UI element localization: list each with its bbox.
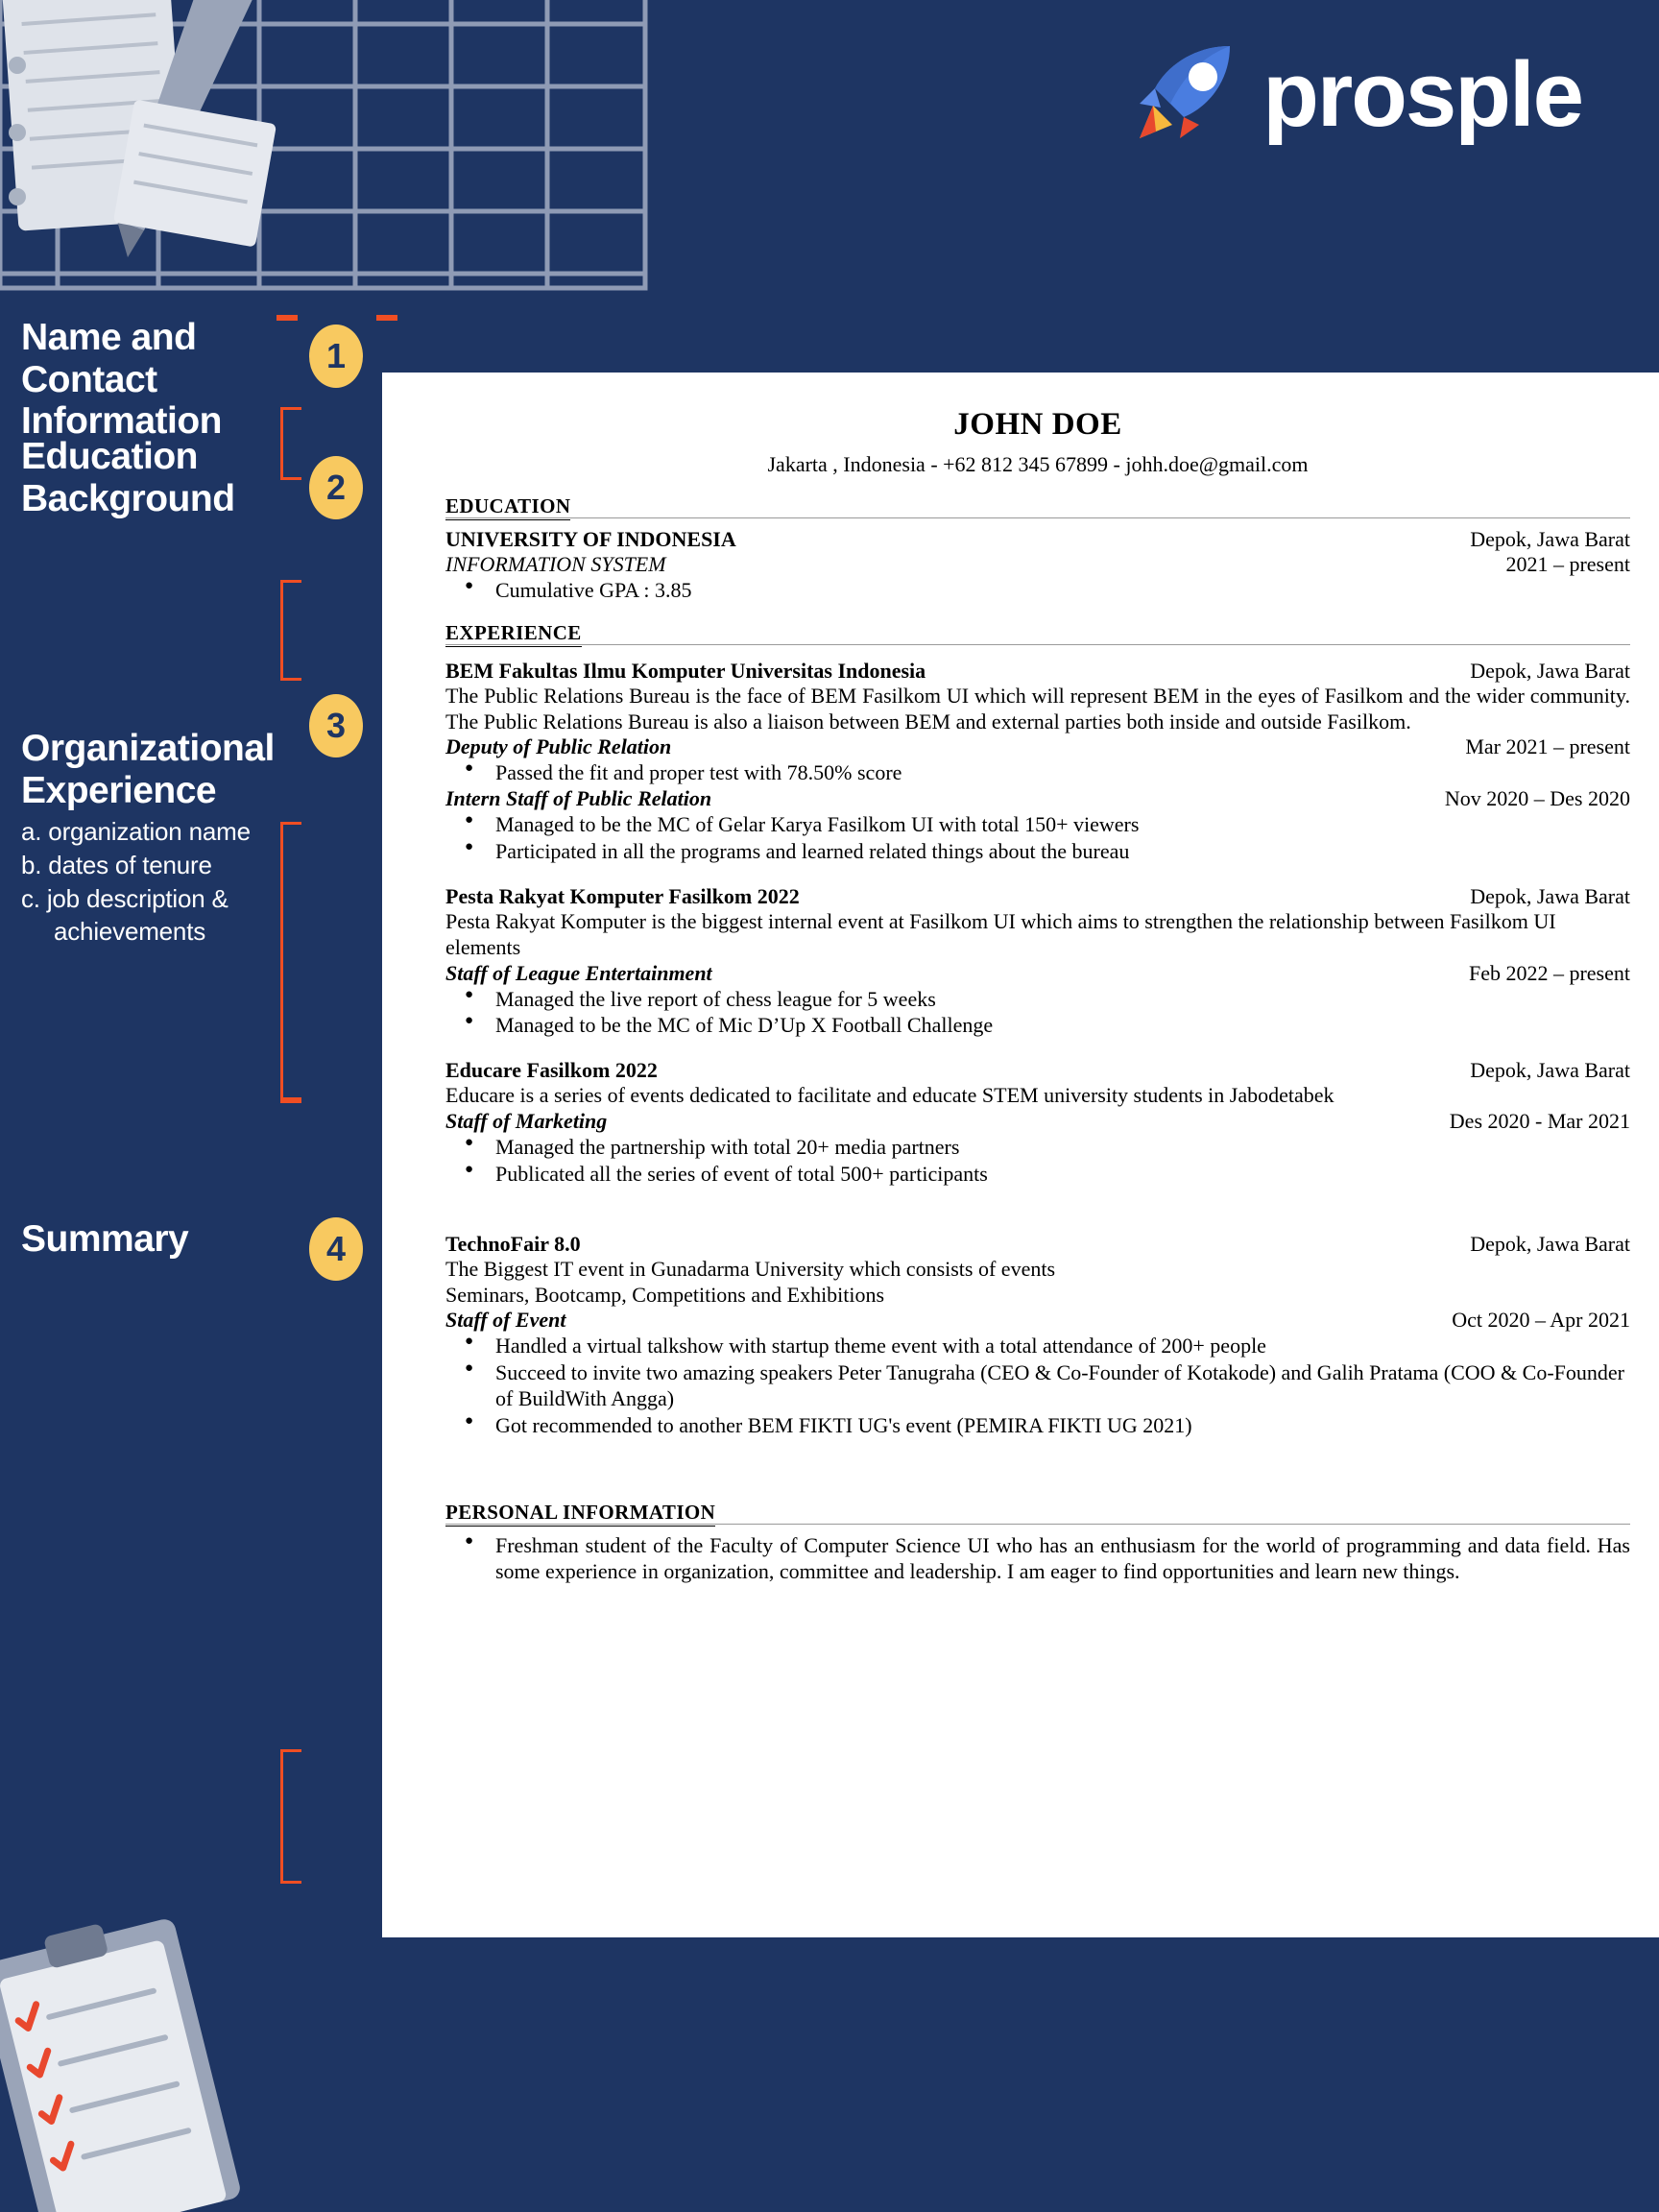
role-row [445, 961, 1630, 986]
step-badge-2: 2 [309, 456, 363, 519]
list-item: ● Managed the live report of chess league for 5 weeks [445, 987, 1630, 1013]
education-rule [445, 517, 1630, 518]
experience-location: Depok, Jawa Barat [1470, 658, 1630, 683]
education-major: INFORMATION SYSTEM [445, 551, 666, 576]
role-row [445, 1109, 1630, 1134]
role-row [445, 734, 1630, 759]
experience-description-line2: Seminars, Bootcamp, Competitions and Exhibitions [445, 1282, 885, 1307]
experience-org: BEM Fakultas Ilmu Komputer Universitas Indonesia [445, 658, 926, 683]
list-item: ● Succeed to invite two amazing speakers Peter Tanugraha (CEO & Co-Founder of Kotakode) and Galih Pratama (COO & Co-Founder of BuildWith Angga) [445, 1360, 1630, 1412]
resume-page [382, 373, 1659, 1937]
role-title: Staff of Event [445, 1308, 566, 1333]
list-item: ● Managed to be the MC of Gelar Karya Fasilkom UI with total 150+ viewers [445, 812, 1630, 838]
sidebar-item-education [21, 436, 338, 519]
role-title: Staff of Marketing [445, 1109, 608, 1134]
sidebar-item-summary [21, 1218, 338, 1261]
education-location: Depok, Jawa Barat [1470, 526, 1630, 551]
experience-row-org [445, 659, 1630, 684]
education-section [445, 477, 1630, 604]
experience-row-org [445, 1058, 1630, 1083]
sidebar-title-3: Organizational Experience [21, 728, 275, 811]
role-title: Intern Staff of Public Relation [445, 786, 712, 811]
experience-location: Depok, Jawa Barat [1470, 1058, 1630, 1083]
list-item: ● Passed the fit and proper test with 78.50% score [445, 760, 1630, 786]
experience-entry-pesta [445, 884, 1630, 1039]
experience-row-org [445, 884, 1630, 909]
experience-location: Depok, Jawa Barat [1470, 1231, 1630, 1256]
role-row [445, 1308, 1630, 1333]
sidebar-sublist-3: a. organization name b. dates of tenure c. job description & achievements [21, 817, 251, 947]
education-school: UNIVERSITY OF INDONESIA [445, 526, 736, 551]
resume-content [445, 406, 1630, 1584]
page-title: JOHN DOE [953, 407, 1122, 442]
step-badge-3: 3 [309, 694, 363, 757]
step-badge-4: 4 [309, 1217, 363, 1281]
decorative-clipboard-bottom [0, 1895, 346, 2212]
experience-heading: EXPERIENCE [445, 621, 582, 647]
role-bullets [445, 760, 1630, 786]
role-bullets [445, 1334, 1630, 1438]
role-dates: Des 2020 - Mar 2021 [1449, 1109, 1630, 1134]
list-item: ● Publicated all the series of event of total 500+ participants [445, 1162, 1630, 1188]
experience-org: Educare Fasilkom 2022 [445, 1058, 658, 1083]
sidebar-title-2: Education Background [21, 436, 235, 519]
education-row-major [445, 552, 1630, 577]
role-bullets [445, 1135, 1630, 1188]
experience-org: TechnoFair 8.0 [445, 1231, 581, 1256]
bracket-summary [280, 1749, 301, 1884]
sidebar-title-1: Name and Contact Information [21, 317, 222, 443]
list-item: ● Cumulative GPA : 3.85 [445, 578, 1630, 604]
experience-description: Pesta Rakyat Komputer is the biggest internal event at Fasilkom UI which aims to strengthen the relationship between Fasilkom UI elements [445, 908, 1556, 959]
brand-name: prosple [1262, 42, 1582, 146]
prosple-logo [1130, 38, 1582, 151]
contact-line: Jakarta , Indonesia - +62 812 345 67899 - johh.doe@gmail.com [767, 451, 1309, 476]
education-dates: 2021 – present [1505, 551, 1630, 576]
rocket-icon [1130, 38, 1238, 151]
experience-org: Pesta Rakyat Komputer Fasilkom 2022 [445, 883, 800, 908]
list-item: ● Got recommended to another BEM FIKTI UG's event (PEMIRA FIKTI UG 2021) [445, 1413, 1630, 1439]
education-bullets [445, 578, 1630, 604]
experience-row-org [445, 1232, 1630, 1257]
bracket-experience-2 [280, 1100, 301, 1103]
list-item: ● Handled a virtual talkshow with startup theme event with a total attendance of 200+ people [445, 1334, 1630, 1359]
experience-entry-educare [445, 1058, 1630, 1187]
education-heading: EDUCATION [445, 494, 570, 520]
experience-description: Educare is a series of events dedicated to facilitate and educate STEM university students in Jabodetabek [445, 1083, 1334, 1108]
list-item: ● Freshman student of the Faculty of Computer Science UI who has an enthusiasm for the world of programming and data field. Has some experience in organization, committee and leadership. I am eager to find opportunities and learn new things. [445, 1533, 1630, 1585]
role-title: Deputy of Public Relation [445, 734, 672, 759]
decorative-notebook-top [0, 0, 653, 355]
personal-heading: PERSONAL INFORMATION [445, 1501, 715, 1527]
role-dates: Nov 2020 – Des 2020 [1444, 786, 1630, 811]
experience-entry-bem [445, 659, 1630, 865]
sidebar-item-organizational [21, 728, 338, 949]
experience-section [445, 604, 1630, 1439]
step-badge-1: 1 [309, 325, 363, 388]
list-item: ● Managed to be the MC of Mic D’Up X Football Challenge [445, 1013, 1630, 1039]
role-title: Staff of League Entertainment [445, 960, 712, 985]
role-bullets [445, 987, 1630, 1040]
experience-rule [445, 644, 1630, 645]
sidebar-item-name-contact [21, 317, 338, 443]
education-row-school [445, 527, 1630, 552]
role-bullets [445, 812, 1630, 865]
role-dates: Feb 2022 – present [1468, 960, 1630, 985]
sidebar-title-4: Summary [21, 1218, 189, 1260]
role-dates: Oct 2020 – Apr 2021 [1452, 1308, 1630, 1333]
experience-entry-technofair [445, 1232, 1630, 1439]
role-row [445, 786, 1630, 811]
experience-location: Depok, Jawa Barat [1470, 883, 1630, 908]
list-item: ● Managed the partnership with total 20+ media partners [445, 1135, 1630, 1161]
experience-description-line1: The Biggest IT event in Gunadarma University which consists of events [445, 1256, 1056, 1281]
personal-information-section [445, 1483, 1630, 1585]
experience-description: The Public Relations Bureau is the face of BEM Fasilkom UI which will represent BEM in the eyes of Fasilkom and the wider community. The Public Relations Bureau is also a liaison between BEM and external parties both inside and outside Fasilkom. [445, 683, 1630, 733]
bracket-education [280, 580, 301, 681]
list-item: ● Participated in all the programs and learned related things about the bureau [445, 839, 1630, 865]
role-dates: Mar 2021 – present [1465, 734, 1630, 759]
personal-bullets [445, 1533, 1630, 1585]
